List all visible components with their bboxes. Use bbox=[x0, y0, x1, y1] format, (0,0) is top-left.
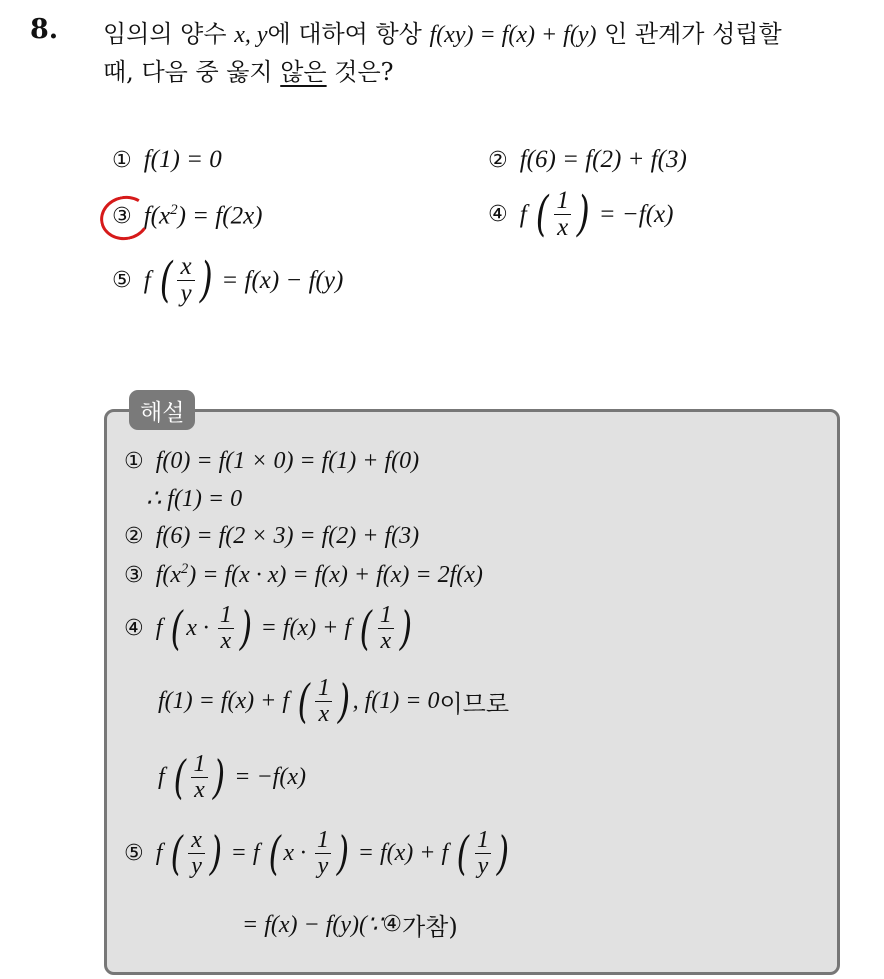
option-marker: ④ bbox=[488, 202, 508, 228]
option-marker: ② bbox=[488, 147, 508, 173]
underlined-word: 않은 bbox=[280, 58, 327, 86]
option-expression: f ( $\frac{1}{x}$ ) = −f(x) bbox=[519, 187, 674, 242]
selected-answer-circle bbox=[96, 191, 154, 244]
option-1[interactable] bbox=[112, 146, 222, 174]
option-expression: f(6) = f(2) + f(3) bbox=[519, 146, 687, 173]
option-marker: ① bbox=[112, 147, 132, 173]
option-5[interactable] bbox=[112, 254, 343, 308]
solution-line-5: ④ f ( x · $\frac{1}{x}$ ) = f(x) + f ( $\frac{1}{x}$ ) bbox=[124, 601, 412, 655]
option-2[interactable] bbox=[488, 146, 687, 174]
problem-text: 때, 다음 중 옳지 bbox=[103, 58, 281, 86]
solution-line-6: f(1) = f(x) + f ( $\frac{1}{x}$ ) , f(1) = 0 이므로 bbox=[158, 674, 510, 728]
problem-equation: f(xy) = f(x) + f(y) bbox=[429, 22, 597, 48]
solution-line-4: ③ $f(x^2) = f(x \cdot x) = f(x) + f(x) = 2f(x)$ bbox=[124, 561, 483, 588]
solution-line-1: ① f(0) = f(1 × 0) = f(1) + f(0) bbox=[124, 448, 420, 474]
solution-label: 해설 bbox=[129, 390, 195, 430]
solution-line-9: = f(x) − f(y)(∵ ④ 가참) bbox=[242, 912, 458, 941]
problem-line-2 bbox=[103, 52, 394, 87]
option-4[interactable] bbox=[488, 188, 673, 242]
solution-line-2: ∴ f(1) = 0 bbox=[146, 486, 243, 512]
option-expression: f ( $\frac{x}{y}$ ) = f(x) − f(y) bbox=[143, 253, 344, 308]
option-marker: ③ bbox=[112, 203, 132, 229]
problem-text: 인 관계가 성립할 bbox=[596, 20, 782, 48]
problem-number: 8. bbox=[30, 14, 59, 45]
solution-line-7: f ( $\frac{1}{x}$ ) = −f(x) bbox=[158, 750, 306, 804]
problem-text: 에 대하여 항상 bbox=[267, 20, 430, 48]
solution-line-8: ⑤ f ( $\frac{x}{y}$ ) = f ( x · $\frac{1}{y}$ ) = f(x) + f ( $\frac{1}{y}$ ) bbox=[124, 826, 510, 880]
problem-vars: x, y bbox=[234, 22, 268, 48]
option-marker: ⑤ bbox=[112, 268, 132, 294]
problem-text: 임의의 양수 bbox=[103, 20, 235, 48]
problem-line-1 bbox=[103, 14, 782, 49]
option-expression: f(1) = 0 bbox=[143, 146, 222, 173]
solution-line-3: ② f(6) = f(2 × 3) = f(2) + f(3) bbox=[124, 523, 420, 549]
option-expression: $f(x^2) = f(2x)$ bbox=[143, 202, 263, 230]
problem-text: 것은? bbox=[326, 58, 394, 86]
